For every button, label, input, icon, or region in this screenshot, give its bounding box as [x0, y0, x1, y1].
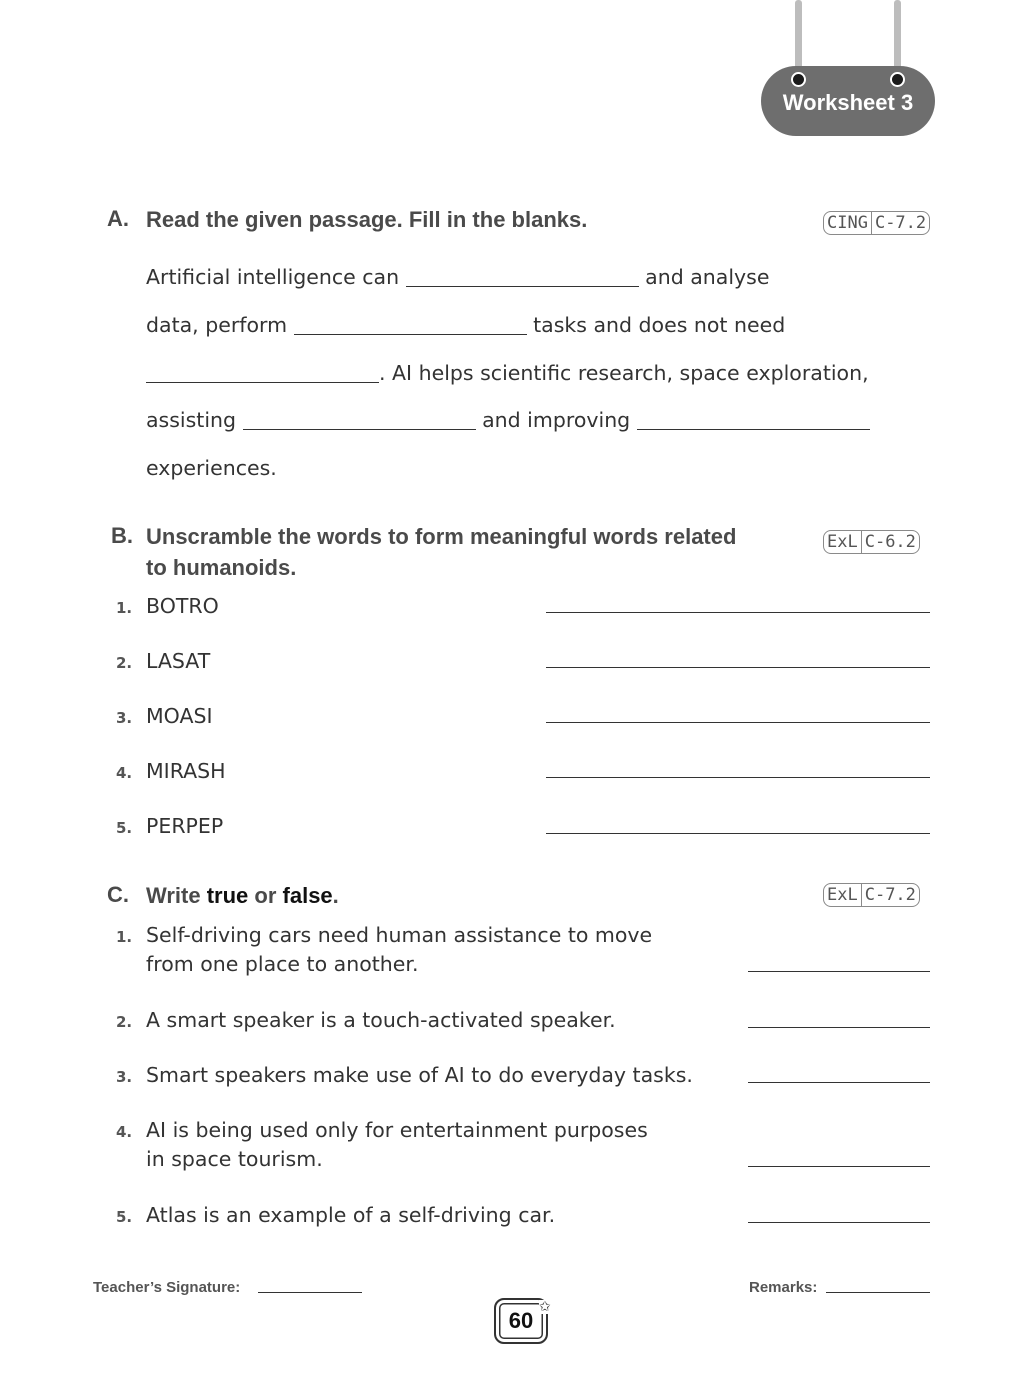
passage-text: Artificial intelligence can: [146, 265, 406, 289]
passage-text: experiences.: [146, 456, 277, 480]
code-skill: ExL: [824, 884, 862, 906]
answer-line[interactable]: [748, 1027, 930, 1028]
title-text: Write: [146, 883, 207, 908]
statement-line: from one place to another.: [146, 952, 419, 976]
answer-line[interactable]: [748, 971, 930, 972]
answer-line[interactable]: [546, 777, 930, 778]
item-number: 3.: [116, 1068, 133, 1086]
title-true: true: [206, 883, 249, 908]
star-icon: ✩: [539, 1299, 551, 1315]
blank-field[interactable]: [243, 428, 476, 430]
title-false: false: [282, 883, 333, 908]
statement: A smart speaker is a touch-activated speaker.: [146, 1008, 616, 1032]
statement: [146, 921, 652, 979]
statement: Smart speakers make use of AI to do everyday tasks.: [146, 1063, 693, 1087]
code-skill: ExL: [824, 531, 862, 553]
item-number: 2.: [116, 654, 133, 672]
section-a-code-badge: [823, 211, 930, 235]
answer-line[interactable]: [546, 612, 930, 613]
scrambled-word: MOASI: [146, 704, 213, 728]
remarks-label: Remarks:: [749, 1279, 818, 1296]
code-skill: CING: [824, 212, 872, 234]
teacher-signature-line[interactable]: [258, 1292, 362, 1293]
code-ref: C-7.2: [864, 885, 916, 905]
scrambled-word: LASAT: [146, 649, 211, 673]
page-number-text: 60: [508, 1308, 534, 1333]
item-number: 1.: [116, 599, 133, 617]
tag-rope-left: [795, 0, 802, 74]
blank-field[interactable]: [146, 381, 379, 383]
item-number: 3.: [116, 709, 133, 727]
blank-field[interactable]: [406, 285, 639, 287]
scrambled-word: BOTRO: [146, 594, 219, 618]
passage-text: tasks and does not need: [526, 313, 786, 337]
statement: Atlas is an example of a self-driving car.: [146, 1203, 556, 1227]
section-b-code-badge: [823, 530, 920, 554]
scrambled-word: PERPEP: [146, 814, 224, 838]
passage-line: [146, 265, 769, 289]
passage-line: [146, 313, 785, 337]
item-number: 4.: [116, 1123, 133, 1141]
section-c-letter: C.: [107, 882, 129, 907]
passage-line: [146, 361, 869, 385]
passage-line: [146, 456, 277, 480]
answer-line[interactable]: [546, 667, 930, 668]
tag-ring-left-icon: [791, 72, 806, 87]
statement-line: AI is being used only for entertainment purposes: [146, 1118, 648, 1142]
passage-text: data, perform: [146, 313, 294, 337]
code-ref: C-6.2: [864, 532, 916, 552]
passage-line: [146, 408, 870, 432]
passage-text: and improving: [475, 408, 637, 432]
passage-text: and analyse: [638, 265, 770, 289]
scrambled-word: MIRASH: [146, 759, 226, 783]
section-b-title-line1: Unscramble the words to form meaningful words related: [146, 524, 737, 549]
item-number: 5.: [116, 1208, 133, 1226]
code-ref: C-7.2: [874, 213, 927, 233]
tag-ring-right-icon: [890, 72, 905, 87]
passage-text: . AI helps scientific research, space exploration,: [379, 361, 869, 385]
section-b-letter: B.: [111, 523, 133, 548]
item-number: 2.: [116, 1013, 133, 1031]
blank-field[interactable]: [637, 428, 870, 430]
answer-line[interactable]: [546, 833, 930, 834]
answer-line[interactable]: [748, 1222, 930, 1223]
answer-line[interactable]: [546, 722, 930, 723]
answer-line[interactable]: [748, 1166, 930, 1167]
teacher-signature-label: Teacher’s Signature:: [93, 1279, 241, 1296]
section-c-title: [146, 880, 339, 911]
statement-line: Self-driving cars need human assistance to move: [146, 923, 653, 947]
item-number: 5.: [116, 819, 133, 837]
item-number: 4.: [116, 764, 133, 782]
statement-line: in space tourism.: [146, 1147, 323, 1171]
worksheet-title: Worksheet 3: [782, 90, 914, 115]
section-b-title: [146, 521, 736, 583]
worksheet-tag: [761, 66, 935, 136]
remarks-line[interactable]: [826, 1292, 930, 1293]
section-b-title-line2: to humanoids.: [146, 555, 297, 580]
passage-text: assisting: [146, 408, 243, 432]
statement: [146, 1116, 648, 1174]
section-a-title: Read the given passage. Fill in the blanks.: [146, 207, 588, 232]
title-text: or: [248, 883, 283, 908]
item-number: 1.: [116, 928, 133, 946]
answer-line[interactable]: [748, 1082, 930, 1083]
tag-rope-right: [894, 0, 901, 74]
title-text: .: [332, 883, 339, 908]
blank-field[interactable]: [294, 333, 527, 335]
section-c-code-badge: [823, 883, 920, 907]
section-a-letter: A.: [107, 206, 129, 231]
